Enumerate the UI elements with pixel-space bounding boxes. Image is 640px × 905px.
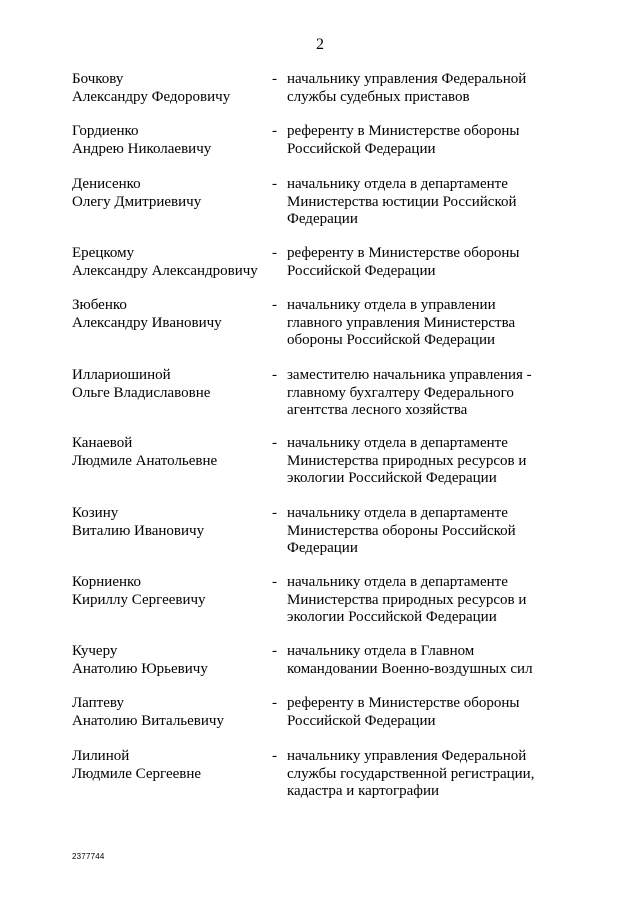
person-name-line: Анатолию Витальевичу [72,712,224,729]
person-name-line: Ольге Владиславовне [72,384,211,401]
position-title [287,367,577,420]
person-name [72,695,267,730]
position-title [287,574,577,627]
person-name [72,574,267,609]
separator-dash: - [272,574,277,590]
position-title-line: командовании Военно-воздушных сил [287,660,533,677]
person-name-line: Козину [72,505,119,521]
position-title [287,123,577,158]
person-name-line: Кучеру [72,643,118,659]
person-name-line: Денисенко [72,176,141,192]
position-title-line: главному бухгалтеру Федерального [287,384,514,401]
position-title [287,176,577,229]
person-name [72,297,267,332]
position-title-line: начальнику отдела в департаменте [287,574,508,590]
person-name [72,123,267,158]
person-name-line: Лилиной [72,748,130,764]
person-name-line: Александру Ивановичу [72,314,222,331]
person-name [72,367,267,402]
page-number: 2 [316,36,324,53]
person-name-line: Ерецкому [72,245,135,261]
position-title-line: Министерства юстиции Российской [287,193,517,210]
position-title-line: службы судебных приставов [287,88,470,105]
person-name-line: Александру Федоровичу [72,88,231,105]
position-title-line: кадастра и картографии [287,783,440,799]
position-title-line: начальнику управления Федеральной [287,748,527,764]
position-title-line: референту в Министерстве обороны [287,695,520,711]
position-title [287,748,577,801]
position-title [287,71,577,106]
position-title-line: заместителю начальника управления - [287,367,532,383]
position-title-line: начальнику управления Федеральной [287,71,527,87]
position-title [287,505,577,558]
person-name-line: Бочкову [72,71,124,87]
person-name-line: Олегу Дмитриевичу [72,193,202,210]
person-name [72,176,267,211]
position-title [287,643,577,678]
position-title-line: обороны Российской Федерации [287,332,496,348]
position-title-line: начальнику отдела в департаменте [287,176,508,192]
document-code: 2377744 [72,852,105,861]
position-title-line: агентства лесного хозяйства [287,402,468,418]
person-name-line: Лаптеву [72,695,124,711]
position-title-line: Министерства природных ресурсов и [287,591,527,608]
separator-dash: - [272,176,277,192]
separator-dash: - [272,695,277,711]
person-name-line: Людмиле Сергеевне [72,765,202,782]
person-name [72,748,267,783]
position-title-line: референту в Министерстве обороны [287,245,520,261]
position-title-line: Российской Федерации [287,262,436,279]
separator-dash: - [272,297,277,313]
person-name [72,245,267,280]
position-title-line: Федерации [287,540,358,556]
person-name [72,71,267,106]
separator-dash: - [272,71,277,87]
person-name [72,643,267,678]
position-title [287,245,577,280]
position-title-line: Российской Федерации [287,712,436,729]
person-name-line: Гордиенко [72,123,139,139]
position-title-line: Министерства природных ресурсов и [287,452,527,469]
separator-dash: - [272,748,277,764]
position-title-line: референту в Министерстве обороны [287,123,520,139]
position-title-line: экологии Российской Федерации [287,470,497,486]
person-name-line: Зюбенко [72,297,127,313]
position-title [287,297,577,350]
position-title-line: начальнику отдела в управлении [287,297,496,313]
person-name-line: Корниенко [72,574,142,590]
position-title-line: Федерации [287,211,358,227]
position-title-line: Российской Федерации [287,140,436,157]
position-title-line: начальнику отдела в департаменте [287,435,508,451]
position-title-line: начальнику отдела в Главном [287,643,475,659]
person-name-line: Людмиле Анатольевне [72,452,218,469]
position-title-line: главного управления Министерства [287,314,516,331]
separator-dash: - [272,643,277,659]
separator-dash: - [272,123,277,139]
separator-dash: - [272,505,277,521]
person-name-line: Анатолию Юрьевичу [72,660,208,677]
person-name-line: Виталию Ивановичу [72,522,205,539]
position-title-line: Министерства обороны Российской [287,522,516,539]
position-title-line: экологии Российской Федерации [287,609,497,625]
position-title-line: службы государственной регистрации, [287,765,535,782]
person-name [72,505,267,540]
person-name-line: Андрею Николаевичу [72,140,212,157]
separator-dash: - [272,435,277,451]
position-title [287,695,577,730]
separator-dash: - [272,245,277,261]
person-name [72,435,267,470]
position-title-line: начальнику отдела в департаменте [287,505,508,521]
separator-dash: - [272,367,277,383]
person-name-line: Кириллу Сергеевичу [72,591,206,608]
person-name-line: Александру Александровичу [72,262,258,279]
person-name-line: Иллариошиной [72,367,171,383]
position-title [287,435,577,488]
person-name-line: Канаевой [72,435,133,451]
